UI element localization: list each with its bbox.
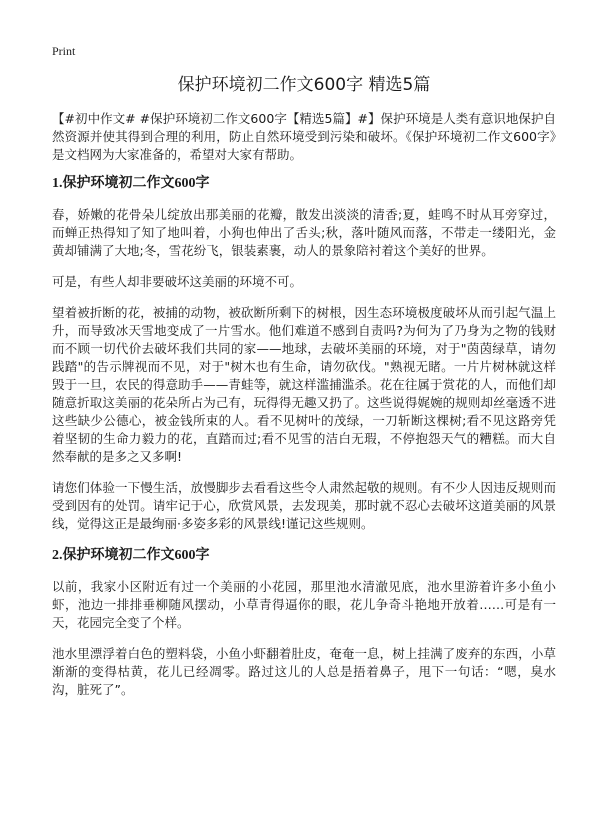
- document-page: [52, 70, 556, 712]
- section-heading-2: 2.保护环境初二作文600字: [52, 548, 210, 563]
- paragraph: 望着被折断的花，被捕的动物，被砍断所剩下的树根，因生态环境极度破坏从而引起气温上升，而导致冰天雪地变成了一片雪水。他们难道不感到自责吗?为何为了乃身为之物的钱财而不顾一切代价去破坏我们共同的家——地球，去破坏美丽的环境，对于"茵茵绿草，请勿践踏"的告示牌视而不见，对于"树木也有生命，请勿砍伐。"熟视无睹。一片片树林就这样毁于一旦，农民的得意助手——青蛙等，就这样滥捕滥杀。花在往属于赏花的人，而他们却随意折取这美丽的花朵所占为己有，玩得得无趣又扔了。这些说得娓婉的规则却丝毫透不进这些缺少公德心，被金钱所束的人。看不见树叶的茂绿，一刀斩断这棵树;看不见这路旁凭着坚韧的生命力毅力的花，直踏而过;看不见雪的洁白无瑕，不停抱怨天气的糟糕。而大自然奉献的是多之又多啊!: [52, 305, 556, 464]
- print-link[interactable]: Print: [52, 44, 76, 58]
- intro-paragraph: 【#初中作文# #保护环境初二作文600字【精选5篇】#】保护环境是人类有意识地保护自然资源并使其得到合理的利用，防止自然环境受到污染和破坏。《保护环境初二作文600字》是文档网为大家准备的，希望对大家有帮助。: [52, 111, 556, 162]
- paragraph: 以前，我家小区附近有过一个美丽的小花园，那里池水清澈见底，池水里游着许多小鱼小虾，池边一排排垂柳随风摆动，小草青得逼你的眼，花儿争奇斗艳地开放着……可是有一天，花园完全变了个样。: [52, 579, 556, 630]
- paragraph: 请您们体验一下慢生活，放慢脚步去看看这些令人肃然起敬的规则。有不少人因违反规则而受到因有的处罚。请牢记于心，欣赏风景，去发现美，那时就不忍心去破坏这道美丽的风景线，觉得这正是最绚丽·多姿多彩的风景线!谨记这些规则。: [52, 480, 556, 531]
- section-heading-1: 1.保护环境初二作文600字: [52, 176, 210, 191]
- paragraph: 池水里漂浮着白色的塑料袋，小鱼小虾翻着肚皮，奄奄一息，树上挂满了废弃的东西，小草渐渐的变得枯黄，花儿已经凋零。路过这儿的人总是捂着鼻子，甩下一句话：“嗯，臭水沟，脏死了”。: [52, 646, 556, 697]
- page-title: 保护环境初二作文600字 精选5篇: [177, 75, 431, 95]
- paragraph: 可是，有些人却非要破坏这美丽的环境不可。: [52, 274, 303, 289]
- paragraph: 春，娇嫩的花骨朵儿绽放出那美丽的花瓣，散发出淡淡的清香;夏，蛙鸣不时从耳旁穿过，而蝉正热得知了知了地叫着，小狗也伸出了舌头;秋，落叶随风而落，不带走一缕阳光，金黄却铺满了大地;冬，雪花纷飞，银装素裹，动人的景象陪衬着这个美好的世界。: [52, 207, 556, 258]
